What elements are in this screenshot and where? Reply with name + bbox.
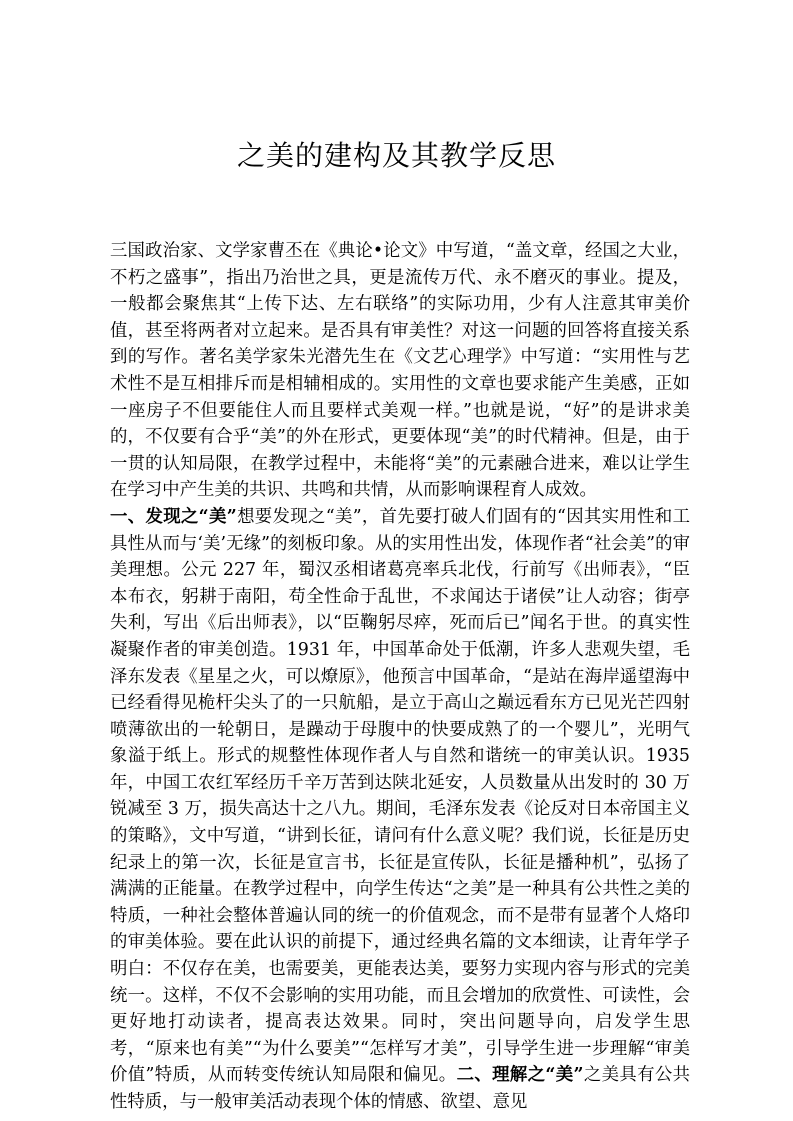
paragraph-section-2: 之美具有公共性特质，与一般审美活动表现个体的情感、欲望、意见 bbox=[110, 1065, 690, 1112]
paragraph-intro: 三国政治家、文学家曹丕在《典论•论文》中写道，“盖文章，经国之大业，不朽之盛事”，指出乃治世之具，更是流传万代、永不磨灭的事业。提及，一般都会聚焦其“上传下达、左右联络”的实际功用，少有人注意其审美价值，甚至将两者对立起来。是否具有审美性？对这一问题的回答将直接关系到的写作。著名美学家朱光潜先生在《文艺心理学》中写道：“实用性与艺术性不是互相排斥而是相辅相成的。实用性的文章也要求能产生美感，正如一座房子不但要能住人而且要样式美观一样。”也就是说，“好”的是讲求美的，不仅要有合乎“美”的外在形式，更要体现“美”的时代精神。但是，由于一贯的认知局限，在教学过程中，未能将“美”的元素融合进来，难以让学生在学习中产生美的共识、共鸣和共情，从而影响课程育人成效。 bbox=[110, 241, 690, 501]
document-body bbox=[110, 238, 690, 1116]
document-title: 之美的建构及其教学反思 bbox=[236, 139, 556, 172]
section-heading-1: 一、发现之“美” bbox=[110, 506, 237, 527]
section-heading-2: 二、理解之“美” bbox=[456, 1065, 584, 1086]
paragraph-section-1: 想要发现之“美”，首先要打破人们固有的“因其实用性和工具性从而与‘美’无缘”的刻板印象。从的实用性出发，体现作者“社会美”的审美理想。公元 227 年，蜀汉丞相诸葛亮率兵北伐，行前写《出师表》，“臣本布衣，躬耕于南阳，苟全性命于乱世，不求闻达于诸侯”让人动容；街亭失利，写出《后出师表》，以“臣鞠躬尽瘁，死而后已”闻名于世。的真实性凝聚作者的审美创造。1931 年，中国革命处于低潮，许多人悲观失望，毛泽东发表《星星之火，可以燎原》，他预言中国革命，“是站在海岸遥望海中已经看得见桅杆尖头了的一只航船，是立于高山之巅远看东方已见光芒四射喷薄欲出的一轮朝日，是躁动于母腹中的快要成熟了的一个婴儿”，光明气象溢于纸上。形式的规整性体现作者人与自然和谐统一的审美认识。1935 年，中国工农红军经历千辛万苦到达陕北延安，人员数量从出发时的 30 万锐减至 3 万，损失高达十之八九。期间，毛泽东发表《论反对日本帝国主义的策略》，文中写道，“讲到长征，请问有什么意义呢？我们说，长征是历史纪录上的第一次，长征是宣言书，长征是宣传队，长征是播种机”，弘扬了满满的正能量。在教学过程中，向学生传达“之美”是一种具有公共性之美的特质，一种社会整体普遍认同的统一的价值观念，而不是带有显著个人烙印的审美体验。要在此认识的前提下，通过经典名篇的文本细读，让青年学子明白：不仅存在美，也需要美，更能表达美，要努力实现内容与形式的完美统一。这样，不仅不会影响的实用功能，而且会增加的欣赏性、可读性，会更好地打动读者，提高表达效果。同时，突出问题导向，启发学生思考，“原来也有美”“为什么要美”“怎样写才美”，引导学生进一步理解“审美价值”特质，从而转变传统认知局限和偏见。 bbox=[110, 506, 690, 1086]
